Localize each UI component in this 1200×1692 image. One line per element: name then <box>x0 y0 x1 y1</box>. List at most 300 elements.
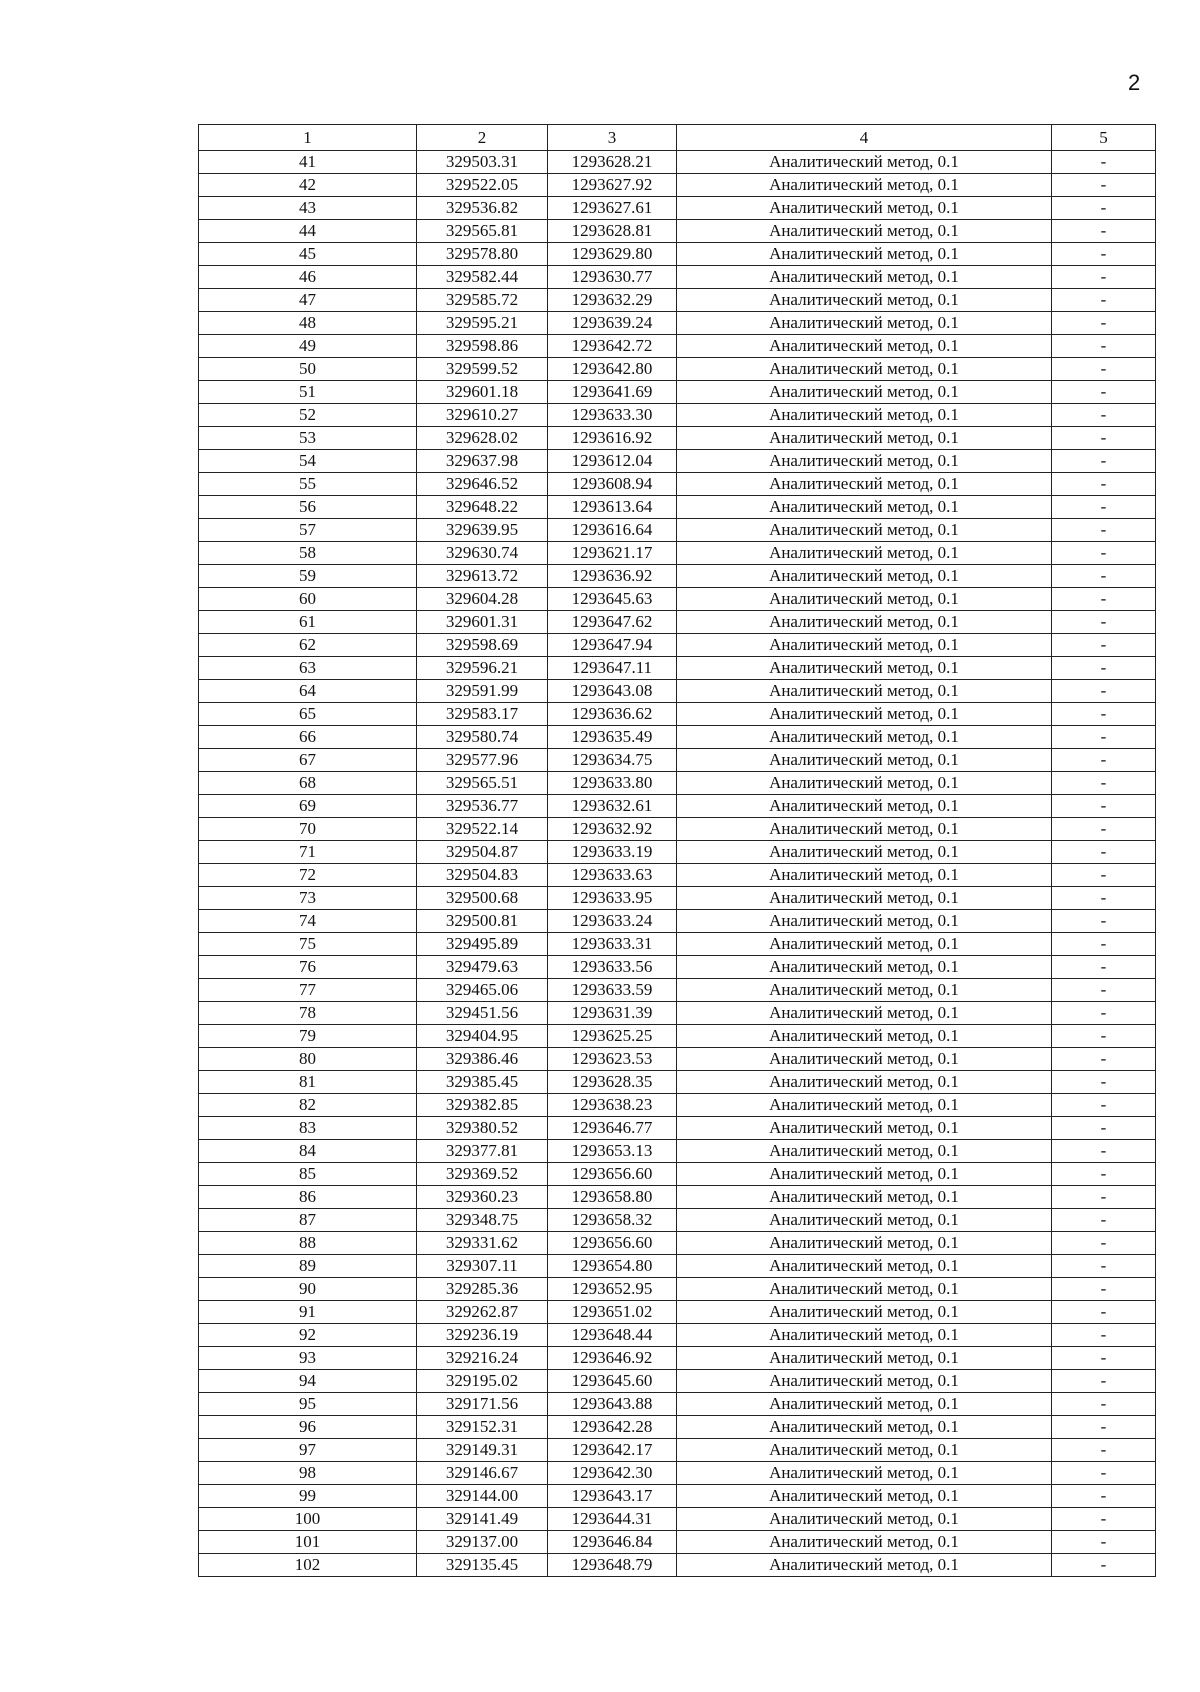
point-number-cell: 66 <box>199 726 417 749</box>
point-number-cell: 76 <box>199 956 417 979</box>
y-coordinate-cell: 1293656.60 <box>548 1163 677 1186</box>
method-cell: Аналитический метод, 0.1 <box>677 703 1052 726</box>
method-cell: Аналитический метод, 0.1 <box>677 1255 1052 1278</box>
y-coordinate-cell: 1293636.92 <box>548 565 677 588</box>
point-number-cell: 52 <box>199 404 417 427</box>
point-number-cell: 100 <box>199 1508 417 1531</box>
x-coordinate-cell: 329152.31 <box>417 1416 548 1439</box>
column-header: 4 <box>677 125 1052 151</box>
point-number-cell: 61 <box>199 611 417 634</box>
point-number-cell: 92 <box>199 1324 417 1347</box>
y-coordinate-cell: 1293612.04 <box>548 450 677 473</box>
table-row <box>199 1117 1156 1140</box>
x-coordinate-cell: 329146.67 <box>417 1462 548 1485</box>
point-number-cell: 43 <box>199 197 417 220</box>
x-coordinate-cell: 329149.31 <box>417 1439 548 1462</box>
note-cell: - <box>1052 151 1156 174</box>
method-cell: Аналитический метод, 0.1 <box>677 1232 1052 1255</box>
table-row <box>199 887 1156 910</box>
method-cell: Аналитический метод, 0.1 <box>677 289 1052 312</box>
x-coordinate-cell: 329601.18 <box>417 381 548 404</box>
table-row <box>199 772 1156 795</box>
table-row <box>199 1002 1156 1025</box>
note-cell: - <box>1052 864 1156 887</box>
y-coordinate-cell: 1293647.11 <box>548 657 677 680</box>
note-cell: - <box>1052 933 1156 956</box>
note-cell: - <box>1052 404 1156 427</box>
y-coordinate-cell: 1293647.94 <box>548 634 677 657</box>
method-cell: Аналитический метод, 0.1 <box>677 243 1052 266</box>
x-coordinate-cell: 329503.31 <box>417 151 548 174</box>
table-row <box>199 910 1156 933</box>
table-row <box>199 151 1156 174</box>
table-row <box>199 1531 1156 1554</box>
note-cell: - <box>1052 335 1156 358</box>
y-coordinate-cell: 1293642.72 <box>548 335 677 358</box>
x-coordinate-cell: 329504.83 <box>417 864 548 887</box>
x-coordinate-cell: 329522.05 <box>417 174 548 197</box>
note-cell: - <box>1052 818 1156 841</box>
table-row <box>199 864 1156 887</box>
note-cell: - <box>1052 519 1156 542</box>
x-coordinate-cell: 329596.21 <box>417 657 548 680</box>
method-cell: Аналитический метод, 0.1 <box>677 1186 1052 1209</box>
column-header: 3 <box>548 125 677 151</box>
note-cell: - <box>1052 1554 1156 1577</box>
note-cell: - <box>1052 1531 1156 1554</box>
table-row <box>199 1554 1156 1577</box>
x-coordinate-cell: 329331.62 <box>417 1232 548 1255</box>
point-number-cell: 42 <box>199 174 417 197</box>
coordinates-table <box>198 124 1156 1577</box>
note-cell: - <box>1052 473 1156 496</box>
method-cell: Аналитический метод, 0.1 <box>677 542 1052 565</box>
x-coordinate-cell: 329591.99 <box>417 680 548 703</box>
x-coordinate-cell: 329135.45 <box>417 1554 548 1577</box>
method-cell: Аналитический метод, 0.1 <box>677 404 1052 427</box>
table-row <box>199 956 1156 979</box>
method-cell: Аналитический метод, 0.1 <box>677 1347 1052 1370</box>
table-row <box>199 1232 1156 1255</box>
y-coordinate-cell: 1293654.80 <box>548 1255 677 1278</box>
table-row <box>199 1255 1156 1278</box>
y-coordinate-cell: 1293646.84 <box>548 1531 677 1554</box>
table-row <box>199 519 1156 542</box>
note-cell: - <box>1052 887 1156 910</box>
method-cell: Аналитический метод, 0.1 <box>677 1094 1052 1117</box>
point-number-cell: 82 <box>199 1094 417 1117</box>
note-cell: - <box>1052 1370 1156 1393</box>
point-number-cell: 95 <box>199 1393 417 1416</box>
table-row <box>199 289 1156 312</box>
table-row <box>199 979 1156 1002</box>
method-cell: Аналитический метод, 0.1 <box>677 496 1052 519</box>
note-cell: - <box>1052 772 1156 795</box>
method-cell: Аналитический метод, 0.1 <box>677 1393 1052 1416</box>
table-row <box>199 657 1156 680</box>
point-number-cell: 63 <box>199 657 417 680</box>
y-coordinate-cell: 1293645.60 <box>548 1370 677 1393</box>
x-coordinate-cell: 329500.81 <box>417 910 548 933</box>
y-coordinate-cell: 1293633.24 <box>548 910 677 933</box>
point-number-cell: 44 <box>199 220 417 243</box>
y-coordinate-cell: 1293633.56 <box>548 956 677 979</box>
x-coordinate-cell: 329599.52 <box>417 358 548 381</box>
table-row <box>199 542 1156 565</box>
note-cell: - <box>1052 634 1156 657</box>
y-coordinate-cell: 1293633.30 <box>548 404 677 427</box>
method-cell: Аналитический метод, 0.1 <box>677 1531 1052 1554</box>
note-cell: - <box>1052 220 1156 243</box>
note-cell: - <box>1052 657 1156 680</box>
method-cell: Аналитический метод, 0.1 <box>677 1140 1052 1163</box>
method-cell: Аналитический метод, 0.1 <box>677 657 1052 680</box>
note-cell: - <box>1052 703 1156 726</box>
method-cell: Аналитический метод, 0.1 <box>677 427 1052 450</box>
y-coordinate-cell: 1293653.13 <box>548 1140 677 1163</box>
x-coordinate-cell: 329601.31 <box>417 611 548 634</box>
point-number-cell: 56 <box>199 496 417 519</box>
method-cell: Аналитический метод, 0.1 <box>677 1416 1052 1439</box>
note-cell: - <box>1052 289 1156 312</box>
table-row <box>199 1071 1156 1094</box>
note-cell: - <box>1052 1232 1156 1255</box>
table-row <box>199 1094 1156 1117</box>
x-coordinate-cell: 329262.87 <box>417 1301 548 1324</box>
method-cell: Аналитический метод, 0.1 <box>677 1554 1052 1577</box>
method-cell: Аналитический метод, 0.1 <box>677 381 1052 404</box>
point-number-cell: 62 <box>199 634 417 657</box>
x-coordinate-cell: 329495.89 <box>417 933 548 956</box>
note-cell: - <box>1052 588 1156 611</box>
point-number-cell: 86 <box>199 1186 417 1209</box>
y-coordinate-cell: 1293632.92 <box>548 818 677 841</box>
y-coordinate-cell: 1293645.63 <box>548 588 677 611</box>
note-cell: - <box>1052 1117 1156 1140</box>
note-cell: - <box>1052 1393 1156 1416</box>
point-number-cell: 65 <box>199 703 417 726</box>
x-coordinate-cell: 329348.75 <box>417 1209 548 1232</box>
method-cell: Аналитический метод, 0.1 <box>677 864 1052 887</box>
y-coordinate-cell: 1293633.59 <box>548 979 677 1002</box>
y-coordinate-cell: 1293652.95 <box>548 1278 677 1301</box>
method-cell: Аналитический метод, 0.1 <box>677 611 1052 634</box>
table-body <box>199 151 1156 1577</box>
y-coordinate-cell: 1293648.44 <box>548 1324 677 1347</box>
note-cell: - <box>1052 197 1156 220</box>
x-coordinate-cell: 329171.56 <box>417 1393 548 1416</box>
point-number-cell: 51 <box>199 381 417 404</box>
table-row <box>199 1186 1156 1209</box>
point-number-cell: 67 <box>199 749 417 772</box>
point-number-cell: 73 <box>199 887 417 910</box>
y-coordinate-cell: 1293636.62 <box>548 703 677 726</box>
note-cell: - <box>1052 1347 1156 1370</box>
y-coordinate-cell: 1293648.79 <box>548 1554 677 1577</box>
table-row <box>199 243 1156 266</box>
point-number-cell: 99 <box>199 1485 417 1508</box>
point-number-cell: 71 <box>199 841 417 864</box>
method-cell: Аналитический метод, 0.1 <box>677 933 1052 956</box>
note-cell: - <box>1052 450 1156 473</box>
y-coordinate-cell: 1293633.63 <box>548 864 677 887</box>
x-coordinate-cell: 329141.49 <box>417 1508 548 1531</box>
table-row <box>199 1324 1156 1347</box>
note-cell: - <box>1052 312 1156 335</box>
x-coordinate-cell: 329536.77 <box>417 795 548 818</box>
y-coordinate-cell: 1293621.17 <box>548 542 677 565</box>
point-number-cell: 77 <box>199 979 417 1002</box>
method-cell: Аналитический метод, 0.1 <box>677 1462 1052 1485</box>
y-coordinate-cell: 1293642.28 <box>548 1416 677 1439</box>
x-coordinate-cell: 329479.63 <box>417 956 548 979</box>
x-coordinate-cell: 329451.56 <box>417 1002 548 1025</box>
table-row <box>199 588 1156 611</box>
y-coordinate-cell: 1293656.60 <box>548 1232 677 1255</box>
method-cell: Аналитический метод, 0.1 <box>677 634 1052 657</box>
y-coordinate-cell: 1293642.17 <box>548 1439 677 1462</box>
x-coordinate-cell: 329216.24 <box>417 1347 548 1370</box>
x-coordinate-cell: 329583.17 <box>417 703 548 726</box>
method-cell: Аналитический метод, 0.1 <box>677 1301 1052 1324</box>
note-cell: - <box>1052 1508 1156 1531</box>
x-coordinate-cell: 329522.14 <box>417 818 548 841</box>
method-cell: Аналитический метод, 0.1 <box>677 749 1052 772</box>
note-cell: - <box>1052 749 1156 772</box>
y-coordinate-cell: 1293633.19 <box>548 841 677 864</box>
method-cell: Аналитический метод, 0.1 <box>677 450 1052 473</box>
method-cell: Аналитический метод, 0.1 <box>677 1048 1052 1071</box>
y-coordinate-cell: 1293651.02 <box>548 1301 677 1324</box>
note-cell: - <box>1052 565 1156 588</box>
note-cell: - <box>1052 381 1156 404</box>
point-number-cell: 74 <box>199 910 417 933</box>
point-number-cell: 55 <box>199 473 417 496</box>
point-number-cell: 96 <box>199 1416 417 1439</box>
method-cell: Аналитический метод, 0.1 <box>677 772 1052 795</box>
method-cell: Аналитический метод, 0.1 <box>677 312 1052 335</box>
y-coordinate-cell: 1293658.32 <box>548 1209 677 1232</box>
x-coordinate-cell: 329585.72 <box>417 289 548 312</box>
point-number-cell: 59 <box>199 565 417 588</box>
x-coordinate-cell: 329195.02 <box>417 1370 548 1393</box>
point-number-cell: 101 <box>199 1531 417 1554</box>
y-coordinate-cell: 1293632.29 <box>548 289 677 312</box>
x-coordinate-cell: 329610.27 <box>417 404 548 427</box>
note-cell: - <box>1052 243 1156 266</box>
y-coordinate-cell: 1293628.21 <box>548 151 677 174</box>
point-number-cell: 88 <box>199 1232 417 1255</box>
table-row <box>199 726 1156 749</box>
point-number-cell: 70 <box>199 818 417 841</box>
method-cell: Аналитический метод, 0.1 <box>677 841 1052 864</box>
y-coordinate-cell: 1293616.64 <box>548 519 677 542</box>
method-cell: Аналитический метод, 0.1 <box>677 1071 1052 1094</box>
method-cell: Аналитический метод, 0.1 <box>677 887 1052 910</box>
y-coordinate-cell: 1293616.92 <box>548 427 677 450</box>
x-coordinate-cell: 329580.74 <box>417 726 548 749</box>
note-cell: - <box>1052 1462 1156 1485</box>
note-cell: - <box>1052 795 1156 818</box>
y-coordinate-cell: 1293635.49 <box>548 726 677 749</box>
note-cell: - <box>1052 358 1156 381</box>
method-cell: Аналитический метод, 0.1 <box>677 956 1052 979</box>
y-coordinate-cell: 1293627.92 <box>548 174 677 197</box>
table-row <box>199 450 1156 473</box>
table-row <box>199 1209 1156 1232</box>
note-cell: - <box>1052 841 1156 864</box>
y-coordinate-cell: 1293633.31 <box>548 933 677 956</box>
point-number-cell: 60 <box>199 588 417 611</box>
method-cell: Аналитический метод, 0.1 <box>677 335 1052 358</box>
point-number-cell: 48 <box>199 312 417 335</box>
table-header-row <box>199 125 1156 151</box>
point-number-cell: 97 <box>199 1439 417 1462</box>
method-cell: Аналитический метод, 0.1 <box>677 220 1052 243</box>
point-number-cell: 90 <box>199 1278 417 1301</box>
method-cell: Аналитический метод, 0.1 <box>677 174 1052 197</box>
column-header: 2 <box>417 125 548 151</box>
column-header: 5 <box>1052 125 1156 151</box>
note-cell: - <box>1052 174 1156 197</box>
x-coordinate-cell: 329536.82 <box>417 197 548 220</box>
x-coordinate-cell: 329646.52 <box>417 473 548 496</box>
y-coordinate-cell: 1293647.62 <box>548 611 677 634</box>
point-number-cell: 46 <box>199 266 417 289</box>
note-cell: - <box>1052 910 1156 933</box>
table-row <box>199 1025 1156 1048</box>
table-row <box>199 1278 1156 1301</box>
x-coordinate-cell: 329604.28 <box>417 588 548 611</box>
note-cell: - <box>1052 1002 1156 1025</box>
point-number-cell: 81 <box>199 1071 417 1094</box>
method-cell: Аналитический метод, 0.1 <box>677 266 1052 289</box>
note-cell: - <box>1052 542 1156 565</box>
table-row <box>199 1485 1156 1508</box>
point-number-cell: 54 <box>199 450 417 473</box>
note-cell: - <box>1052 726 1156 749</box>
point-number-cell: 75 <box>199 933 417 956</box>
x-coordinate-cell: 329648.22 <box>417 496 548 519</box>
x-coordinate-cell: 329565.81 <box>417 220 548 243</box>
x-coordinate-cell: 329236.19 <box>417 1324 548 1347</box>
method-cell: Аналитический метод, 0.1 <box>677 473 1052 496</box>
point-number-cell: 93 <box>199 1347 417 1370</box>
table-row <box>199 381 1156 404</box>
method-cell: Аналитический метод, 0.1 <box>677 1278 1052 1301</box>
note-cell: - <box>1052 1255 1156 1278</box>
y-coordinate-cell: 1293629.80 <box>548 243 677 266</box>
point-number-cell: 53 <box>199 427 417 450</box>
point-number-cell: 98 <box>199 1462 417 1485</box>
table-row <box>199 197 1156 220</box>
point-number-cell: 49 <box>199 335 417 358</box>
note-cell: - <box>1052 1186 1156 1209</box>
method-cell: Аналитический метод, 0.1 <box>677 910 1052 933</box>
method-cell: Аналитический метод, 0.1 <box>677 1117 1052 1140</box>
table-row <box>199 680 1156 703</box>
y-coordinate-cell: 1293608.94 <box>548 473 677 496</box>
point-number-cell: 87 <box>199 1209 417 1232</box>
x-coordinate-cell: 329307.11 <box>417 1255 548 1278</box>
table-row <box>199 220 1156 243</box>
table-row <box>199 703 1156 726</box>
x-coordinate-cell: 329285.36 <box>417 1278 548 1301</box>
table-row <box>199 1439 1156 1462</box>
table-row <box>199 1140 1156 1163</box>
y-coordinate-cell: 1293623.53 <box>548 1048 677 1071</box>
point-number-cell: 94 <box>199 1370 417 1393</box>
note-cell: - <box>1052 496 1156 519</box>
table-row <box>199 1347 1156 1370</box>
x-coordinate-cell: 329639.95 <box>417 519 548 542</box>
y-coordinate-cell: 1293613.64 <box>548 496 677 519</box>
x-coordinate-cell: 329613.72 <box>417 565 548 588</box>
note-cell: - <box>1052 979 1156 1002</box>
point-number-cell: 69 <box>199 795 417 818</box>
point-number-cell: 72 <box>199 864 417 887</box>
y-coordinate-cell: 1293643.17 <box>548 1485 677 1508</box>
point-number-cell: 41 <box>199 151 417 174</box>
point-number-cell: 84 <box>199 1140 417 1163</box>
y-coordinate-cell: 1293628.81 <box>548 220 677 243</box>
table-row <box>199 496 1156 519</box>
x-coordinate-cell: 329369.52 <box>417 1163 548 1186</box>
method-cell: Аналитический метод, 0.1 <box>677 1209 1052 1232</box>
x-coordinate-cell: 329630.74 <box>417 542 548 565</box>
y-coordinate-cell: 1293638.23 <box>548 1094 677 1117</box>
y-coordinate-cell: 1293642.30 <box>548 1462 677 1485</box>
table-row <box>199 565 1156 588</box>
note-cell: - <box>1052 1485 1156 1508</box>
note-cell: - <box>1052 1048 1156 1071</box>
method-cell: Аналитический метод, 0.1 <box>677 588 1052 611</box>
y-coordinate-cell: 1293646.92 <box>548 1347 677 1370</box>
method-cell: Аналитический метод, 0.1 <box>677 680 1052 703</box>
table-row <box>199 1370 1156 1393</box>
x-coordinate-cell: 329637.98 <box>417 450 548 473</box>
method-cell: Аналитический метод, 0.1 <box>677 1025 1052 1048</box>
y-coordinate-cell: 1293639.24 <box>548 312 677 335</box>
x-coordinate-cell: 329504.87 <box>417 841 548 864</box>
x-coordinate-cell: 329377.81 <box>417 1140 548 1163</box>
y-coordinate-cell: 1293643.88 <box>548 1393 677 1416</box>
table-row <box>199 473 1156 496</box>
method-cell: Аналитический метод, 0.1 <box>677 726 1052 749</box>
x-coordinate-cell: 329144.00 <box>417 1485 548 1508</box>
table-row <box>199 1462 1156 1485</box>
x-coordinate-cell: 329386.46 <box>417 1048 548 1071</box>
x-coordinate-cell: 329577.96 <box>417 749 548 772</box>
y-coordinate-cell: 1293658.80 <box>548 1186 677 1209</box>
method-cell: Аналитический метод, 0.1 <box>677 1002 1052 1025</box>
method-cell: Аналитический метод, 0.1 <box>677 358 1052 381</box>
point-number-cell: 57 <box>199 519 417 542</box>
y-coordinate-cell: 1293642.80 <box>548 358 677 381</box>
table-row <box>199 1416 1156 1439</box>
x-coordinate-cell: 329404.95 <box>417 1025 548 1048</box>
method-cell: Аналитический метод, 0.1 <box>677 1439 1052 1462</box>
x-coordinate-cell: 329380.52 <box>417 1117 548 1140</box>
y-coordinate-cell: 1293625.25 <box>548 1025 677 1048</box>
point-number-cell: 68 <box>199 772 417 795</box>
table-row <box>199 1508 1156 1531</box>
method-cell: Аналитический метод, 0.1 <box>677 795 1052 818</box>
x-coordinate-cell: 329565.51 <box>417 772 548 795</box>
point-number-cell: 45 <box>199 243 417 266</box>
table-row <box>199 634 1156 657</box>
point-number-cell: 102 <box>199 1554 417 1577</box>
